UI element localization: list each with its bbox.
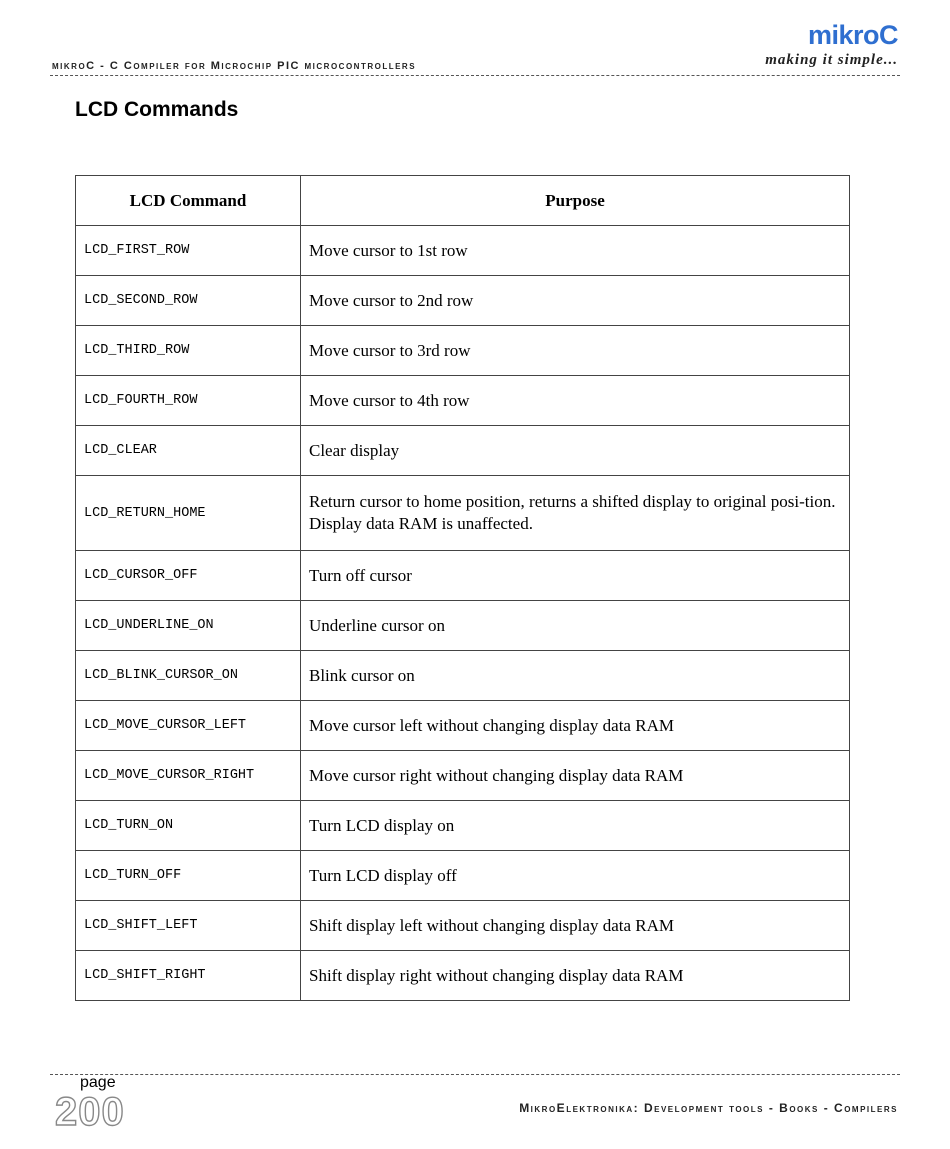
- command-cell: LCD_FOURTH_ROW: [76, 376, 301, 426]
- purpose-cell: Underline cursor on: [301, 601, 850, 651]
- table-header-row: [76, 176, 850, 226]
- publisher-text: MikroElektronika: Development tools - Books - Compilers: [519, 1101, 898, 1115]
- table-row: [76, 651, 850, 701]
- purpose-cell: Clear display: [301, 426, 850, 476]
- mikroc-logo: mikroC: [807, 20, 898, 50]
- purpose-cell: Turn LCD display off: [301, 851, 850, 901]
- purpose-cell: Move cursor to 3rd row: [301, 326, 850, 376]
- page-number: 200: [55, 1090, 125, 1134]
- header-divider: [50, 75, 900, 76]
- header-title: mikroC - C Compiler for Microchip PIC microcontrollers: [52, 60, 417, 72]
- purpose-cell: Shift display left without changing display data RAM: [301, 901, 850, 951]
- footer-divider: [50, 1074, 900, 1075]
- table-row: [76, 951, 850, 1001]
- command-cell: LCD_FIRST_ROW: [76, 226, 301, 276]
- command-cell: LCD_CLEAR: [76, 426, 301, 476]
- command-cell: LCD_TURN_OFF: [76, 851, 301, 901]
- purpose-cell: Move cursor to 2nd row: [301, 276, 850, 326]
- header-lcd-command: LCD Command: [76, 176, 301, 226]
- purpose-cell: Shift display right without changing display data RAM: [301, 951, 850, 1001]
- command-cell: LCD_SECOND_ROW: [76, 276, 301, 326]
- table-row: [76, 851, 850, 901]
- purpose-cell: Turn LCD display on: [301, 801, 850, 851]
- lcd-commands-table: [75, 175, 850, 1001]
- table-row: [76, 326, 850, 376]
- table-row: [76, 751, 850, 801]
- table-row: [76, 276, 850, 326]
- table-row: [76, 901, 850, 951]
- purpose-cell: Blink cursor on: [301, 651, 850, 701]
- section-title: LCD Commands: [75, 98, 239, 121]
- purpose-cell: Move cursor right without changing display data RAM: [301, 751, 850, 801]
- page-label: page: [80, 1074, 116, 1091]
- command-cell: LCD_SHIFT_LEFT: [76, 901, 301, 951]
- command-cell: LCD_SHIFT_RIGHT: [76, 951, 301, 1001]
- command-cell: LCD_MOVE_CURSOR_LEFT: [76, 701, 301, 751]
- table-row: [76, 601, 850, 651]
- purpose-cell: Return cursor to home position, returns a shifted display to original posi-tion. Display data RAM is unaffected.: [301, 476, 850, 551]
- command-cell: LCD_THIRD_ROW: [76, 326, 301, 376]
- purpose-cell: Move cursor to 1st row: [301, 226, 850, 276]
- command-cell: LCD_UNDERLINE_ON: [76, 601, 301, 651]
- tagline: making it simple...: [765, 52, 898, 68]
- table-row: [76, 801, 850, 851]
- table-row: [76, 226, 850, 276]
- purpose-cell: Move cursor left without changing display data RAM: [301, 701, 850, 751]
- header-purpose: Purpose: [301, 176, 850, 226]
- command-cell: LCD_BLINK_CURSOR_ON: [76, 651, 301, 701]
- table-row: [76, 476, 850, 551]
- command-cell: LCD_RETURN_HOME: [76, 476, 301, 551]
- table-row: [76, 551, 850, 601]
- table-row: [76, 701, 850, 751]
- purpose-cell: Move cursor to 4th row: [301, 376, 850, 426]
- command-cell: LCD_TURN_ON: [76, 801, 301, 851]
- purpose-cell: Turn off cursor: [301, 551, 850, 601]
- table-row: [76, 426, 850, 476]
- command-cell: LCD_CURSOR_OFF: [76, 551, 301, 601]
- command-cell: LCD_MOVE_CURSOR_RIGHT: [76, 751, 301, 801]
- table-row: [76, 376, 850, 426]
